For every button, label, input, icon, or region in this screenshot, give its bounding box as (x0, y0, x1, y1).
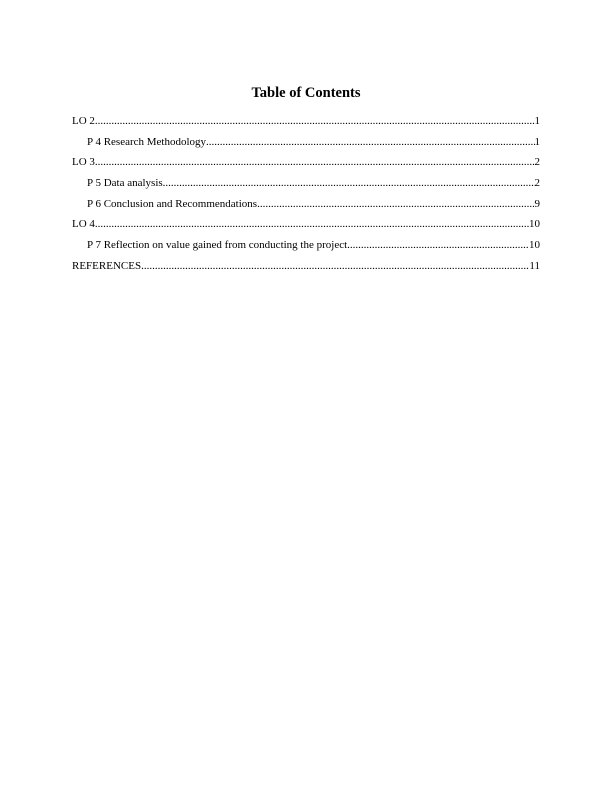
toc-leader-dots (347, 238, 529, 252)
toc-entry[interactable] (72, 114, 540, 135)
toc-entry-label: P 6 Conclusion and Recommendations (87, 197, 258, 210)
toc-title: Table of Contents (251, 85, 361, 101)
toc-entry-page: 11 (529, 259, 540, 272)
toc-entry[interactable] (72, 135, 540, 156)
toc-leader-dots (141, 259, 529, 273)
toc-leader-dots (206, 135, 534, 149)
table-of-contents (72, 114, 540, 280)
toc-entry-label: P 5 Data analysis (87, 177, 163, 190)
toc-entry-page: 2 (534, 156, 540, 169)
toc-entry[interactable] (72, 238, 540, 259)
toc-entry-label: LO 2 (72, 115, 95, 127)
toc-entry[interactable] (72, 217, 540, 238)
toc-entry[interactable] (72, 176, 540, 197)
toc-entry-page: 10 (529, 218, 540, 231)
toc-entry[interactable] (72, 155, 540, 176)
toc-leader-dots (95, 114, 535, 128)
toc-entry-label: P 7 Reflection on value gained from conducting the project (87, 239, 348, 252)
toc-entry[interactable] (72, 197, 540, 218)
toc-entry-page: 1 (534, 115, 540, 127)
toc-leader-dots (95, 217, 529, 231)
toc-entry-page: 1 (534, 135, 540, 148)
toc-entry-label: REFERENCES (72, 259, 142, 272)
toc-entry-page: 2 (534, 177, 540, 190)
toc-leader-dots (163, 176, 535, 190)
toc-leader-dots (257, 197, 534, 211)
toc-entry-page: 10 (529, 239, 540, 252)
toc-leader-dots (95, 155, 535, 169)
toc-entry-label: LO 3 (72, 156, 95, 169)
toc-entry-label: LO 4 (72, 218, 95, 231)
toc-entry[interactable] (72, 259, 540, 280)
toc-entry-label: P 4 Research Methodology (87, 135, 207, 148)
toc-entry-page: 9 (534, 197, 540, 210)
